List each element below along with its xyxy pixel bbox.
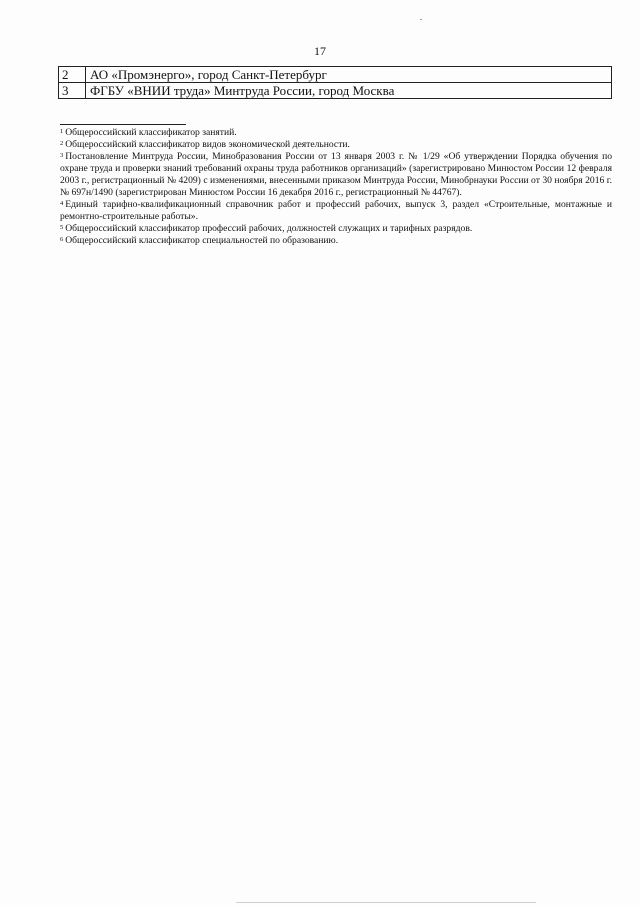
table-row (59, 67, 612, 83)
footnote-text: Общероссийский классификатор профессий рабочих, должностей служащих и тарифных разрядов. (65, 223, 473, 234)
organization-name: АО «Промэнерго», город Санкт-Петербург (86, 67, 612, 83)
footnote (60, 235, 612, 247)
footnote-text: Общероссийский классификатор видов экономической деятельности. (65, 139, 350, 150)
row-number: 3 (59, 83, 86, 99)
page-number: 17 (314, 44, 326, 58)
footnote-mark: 3 (60, 152, 64, 159)
footnote-text: Единый тарифно-квалификационный справочник работ и профессий рабочих, выпуск 3, раздел «Строительные, монтажные и ремонтно-строительные работы». (60, 199, 612, 222)
row-number: 2 (59, 67, 86, 83)
footnote-mark: 6 (60, 236, 64, 243)
footnote (60, 127, 612, 139)
footnote (60, 223, 612, 235)
organization-name: ФГБУ «ВНИИ труда» Минтруда России, город Москва (86, 83, 612, 99)
footnote (60, 139, 612, 151)
footnote (60, 151, 612, 199)
scan-speck (420, 19, 422, 20)
footnote-mark: 2 (60, 140, 64, 147)
footnote-mark: 1 (60, 128, 64, 135)
organizations-table (58, 66, 612, 99)
footnote-text: Общероссийский классификатор специальностей по образованию. (65, 235, 339, 246)
footnotes (60, 127, 612, 247)
scan-edge-line (236, 902, 536, 903)
footnote-separator (60, 124, 186, 125)
footnote-mark: 5 (60, 224, 64, 231)
footnote-text: Постановление Минтруда России, Минобразования России от 13 января 2003 г. № 1/29 «Об утверждении Порядка обучения по охране труда и проверки знаний требований охраны труда работников организаций» (зарегистрировано Минюстом России 12 февраля 2003 г., регистрационный № 4209) с изменениями, внесенными приказом Минтруда России, Минобрнауки России от 30 ноября 2016 г. № 697н/1490 (зарегистрирован Минюстом России 16 декабря 2016 г., регистрационный № 44767). (60, 151, 612, 198)
footnote-mark: 4 (60, 200, 64, 207)
footnote-text: Общероссийский классификатор занятий. (65, 127, 237, 138)
footnote (60, 199, 612, 223)
table-row (59, 83, 612, 99)
